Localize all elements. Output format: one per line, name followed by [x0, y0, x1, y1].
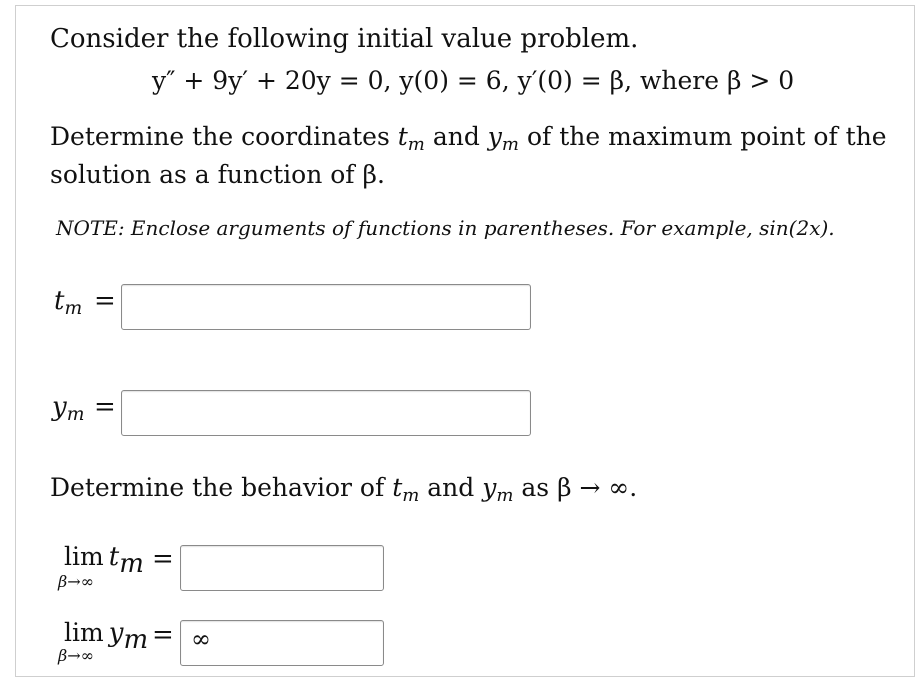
- ym-subscript: m: [501, 134, 519, 156]
- tm-subscript: m: [407, 134, 425, 156]
- ym-answer-input[interactable]: [121, 390, 531, 436]
- lim-tm-word: lim: [64, 542, 104, 571]
- behavior-and-word: and: [427, 473, 475, 502]
- tm-field-label: [54, 286, 83, 320]
- lim-tm-subscript: m: [119, 549, 144, 580]
- behavior-suffix: as β → ∞.: [521, 473, 638, 502]
- behavior-instruction: [50, 473, 638, 507]
- instruction-line-2: solution as a function of β.: [50, 160, 385, 189]
- ym-symbol: y: [487, 122, 502, 151]
- lim-tm-under: β→∞: [58, 572, 94, 591]
- tm-label-symbol: t: [54, 286, 65, 316]
- instruction-prefix: Determine the coordinates: [50, 122, 390, 151]
- tm-equals-sign: =: [94, 286, 116, 316]
- instruction-rest: of the maximum point of the: [526, 122, 887, 151]
- behavior-prefix: Determine the behavior of: [50, 473, 385, 502]
- lim-ym-word: lim: [64, 618, 104, 647]
- lim-ym-answer-input[interactable]: ∞: [180, 620, 384, 666]
- instruction-line-1: [50, 122, 887, 156]
- and-word: and: [432, 122, 480, 151]
- behavior-tm-subscript: m: [402, 485, 420, 507]
- tm-answer-input[interactable]: [121, 284, 531, 330]
- lim-ym-equals-sign: =: [152, 620, 174, 650]
- lim-tm-symbol: t: [108, 542, 120, 572]
- ym-label-symbol: y: [52, 392, 67, 422]
- ym-field-label: [52, 392, 85, 426]
- question-panel: [15, 5, 915, 677]
- lim-tm-answer-input[interactable]: [180, 545, 384, 591]
- behavior-tm-symbol: t: [392, 473, 403, 502]
- lim-ym-label: [64, 618, 149, 656]
- ym-label-subscript: m: [66, 404, 85, 426]
- ivp-equation: y″ + 9y′ + 20y = 0, y(0) = 6, y′(0) = β, where β > 0: [152, 66, 795, 95]
- behavior-ym-symbol: y: [482, 473, 497, 502]
- note-text: NOTE: Enclose arguments of functions in parentheses. For example, sin(2x).: [56, 216, 835, 240]
- tm-symbol: t: [397, 122, 408, 151]
- lim-ym-subscript: m: [123, 625, 149, 656]
- tm-label-subscript: m: [64, 298, 83, 320]
- intro-text: Consider the following initial value problem.: [50, 24, 639, 54]
- lim-ym-under: β→∞: [58, 646, 94, 665]
- behavior-ym-subscript: m: [496, 485, 514, 507]
- lim-tm-label: [64, 542, 144, 580]
- lim-ym-symbol: y: [108, 618, 124, 648]
- lim-tm-equals-sign: =: [152, 544, 174, 574]
- ym-equals-sign: =: [94, 392, 116, 422]
